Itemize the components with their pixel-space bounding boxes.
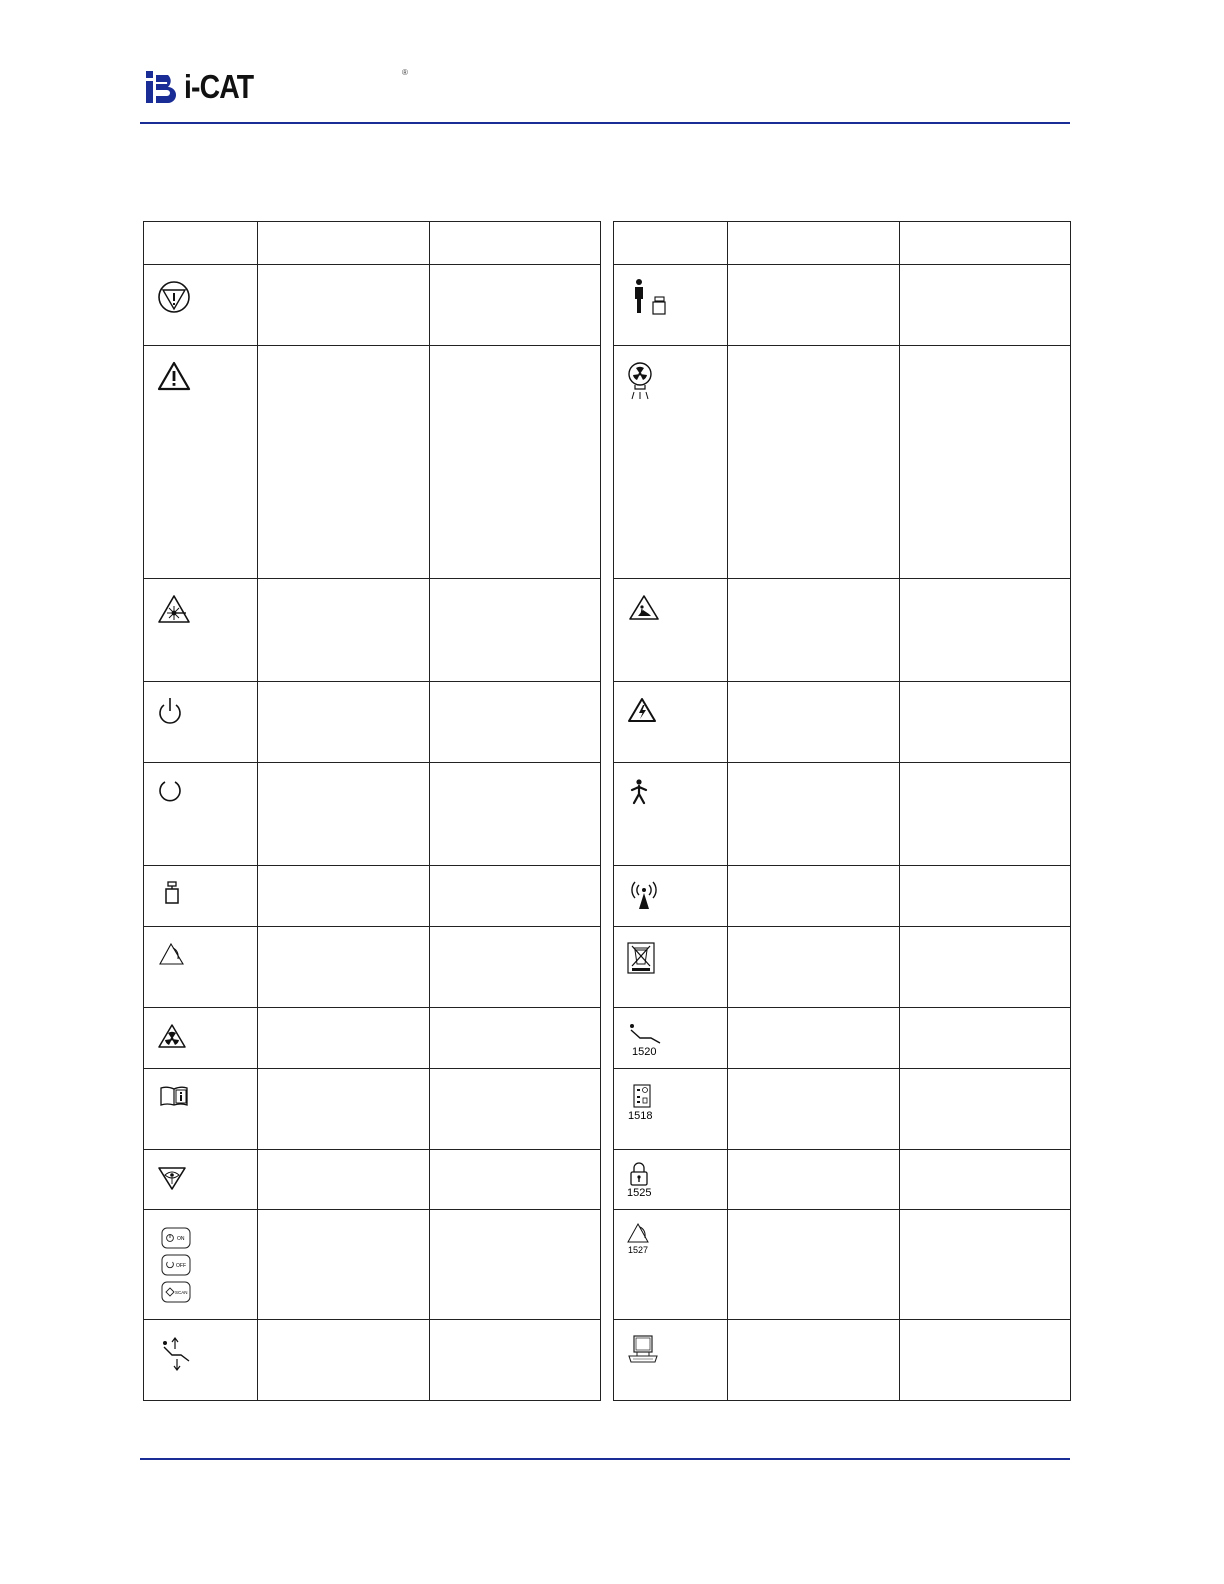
description-cell xyxy=(900,265,1071,346)
meaning-cell xyxy=(728,265,900,346)
table-row xyxy=(614,346,1071,579)
meaning-cell xyxy=(728,1008,900,1069)
column-header xyxy=(900,222,1071,265)
on-off-scan-buttons-icon xyxy=(161,1227,195,1307)
pinch-caution-icon xyxy=(626,1222,660,1256)
meaning-cell xyxy=(728,346,900,579)
meaning-cell xyxy=(728,1320,900,1401)
weight-icon xyxy=(157,881,187,905)
meaning-cell xyxy=(728,682,900,763)
off-button-label: OFF xyxy=(176,1263,186,1269)
symbol-cell xyxy=(144,1008,258,1069)
column-header xyxy=(728,222,900,265)
xray-source-icon xyxy=(627,361,657,401)
lock-icon xyxy=(626,1162,660,1198)
description-cell xyxy=(430,265,601,346)
control-panel-icon xyxy=(627,1084,661,1122)
description-cell xyxy=(900,866,1071,927)
table-row xyxy=(144,1210,601,1320)
symbol-cell xyxy=(144,579,258,682)
table-row xyxy=(144,1320,601,1401)
table-row xyxy=(144,1008,601,1069)
table-row xyxy=(144,346,601,579)
symbols-table-right xyxy=(613,221,1071,1401)
symbol-cell xyxy=(614,1210,728,1320)
table-row xyxy=(614,1320,1071,1401)
type-b-applied-part-icon xyxy=(627,778,653,806)
meaning-cell xyxy=(728,866,900,927)
symbol-cell xyxy=(144,1150,258,1210)
description-cell xyxy=(430,1210,601,1320)
table-row xyxy=(144,682,601,763)
symbol-code: 1518 xyxy=(628,1110,653,1122)
description-cell xyxy=(900,927,1071,1008)
footer-rule xyxy=(140,1458,1070,1460)
description-cell xyxy=(430,1150,601,1210)
description-cell xyxy=(430,927,601,1008)
symbol-code: 1525 xyxy=(627,1187,652,1198)
computer-workstation-icon xyxy=(627,1335,661,1365)
description-cell xyxy=(430,866,601,927)
header-rule xyxy=(140,122,1070,124)
meaning-cell xyxy=(728,927,900,1008)
emergency-stop-icon xyxy=(157,280,191,314)
description-cell xyxy=(430,1008,601,1069)
description-cell xyxy=(900,1008,1071,1069)
brand-logo xyxy=(146,68,408,105)
table-row xyxy=(614,1150,1071,1210)
meaning-cell xyxy=(258,579,430,682)
table-row xyxy=(614,927,1071,1008)
table-row xyxy=(144,1069,601,1150)
meaning-cell xyxy=(258,1320,430,1401)
table-header-row xyxy=(144,222,601,265)
symbol-code: 1527 xyxy=(628,1245,649,1255)
description-cell xyxy=(430,763,601,866)
table-row xyxy=(614,579,1071,682)
symbol-cell xyxy=(614,1150,728,1210)
brand-mark-icon xyxy=(146,71,176,103)
symbol-cell xyxy=(144,763,258,866)
meaning-cell xyxy=(258,763,430,866)
symbol-cell xyxy=(144,1320,258,1401)
symbol-cell xyxy=(144,265,258,346)
symbols-table-left xyxy=(143,221,601,1401)
column-header xyxy=(258,222,430,265)
description-cell xyxy=(900,1320,1071,1401)
description-cell xyxy=(430,1069,601,1150)
table-header-row xyxy=(614,222,1071,265)
read-manual-icon xyxy=(157,1084,191,1108)
meaning-cell xyxy=(258,927,430,1008)
electrical-hazard-icon xyxy=(627,697,657,723)
description-cell xyxy=(430,579,601,682)
laser-warning-icon xyxy=(157,594,191,624)
power-on-icon xyxy=(157,697,183,725)
table-row xyxy=(144,1150,601,1210)
table-row xyxy=(144,927,601,1008)
symbol-cell xyxy=(614,346,728,579)
meaning-cell xyxy=(728,1150,900,1210)
table-row xyxy=(614,1210,1071,1320)
on-button-label: ON xyxy=(177,1236,185,1242)
symbol-cell xyxy=(144,346,258,579)
chair-recline-icon xyxy=(627,1023,667,1059)
description-cell xyxy=(900,579,1071,682)
weee-disposal-icon xyxy=(627,942,657,976)
patient-weight-icon xyxy=(631,279,671,315)
pinch-point-icon xyxy=(157,942,187,966)
description-cell xyxy=(430,1320,601,1401)
meaning-cell xyxy=(728,1210,900,1320)
registered-mark: ® xyxy=(402,68,408,77)
symbol-cell xyxy=(614,866,728,927)
non-ionizing-radiation-icon xyxy=(627,881,661,911)
table-row xyxy=(614,265,1071,346)
meaning-cell xyxy=(258,346,430,579)
symbol-cell xyxy=(144,682,258,763)
meaning-cell xyxy=(258,866,430,927)
logo-text: i-CAT xyxy=(184,68,254,105)
meaning-cell xyxy=(728,579,900,682)
symbol-cell xyxy=(614,927,728,1008)
symbol-cell xyxy=(144,927,258,1008)
column-header xyxy=(614,222,728,265)
description-cell xyxy=(900,346,1071,579)
meaning-cell xyxy=(728,763,900,866)
symbol-cell xyxy=(614,682,728,763)
symbol-cell xyxy=(614,1008,728,1069)
symbol-cell xyxy=(614,579,728,682)
table-row xyxy=(614,1069,1071,1150)
column-header xyxy=(430,222,601,265)
warning-triangle-icon xyxy=(157,361,191,391)
description-cell xyxy=(900,763,1071,866)
description-cell xyxy=(900,1150,1071,1210)
meaning-cell xyxy=(258,682,430,763)
chair-up-down-icon xyxy=(157,1335,191,1373)
description-cell xyxy=(900,1069,1071,1150)
table-row xyxy=(614,866,1071,927)
symbol-cell xyxy=(614,1320,728,1401)
table-row xyxy=(614,1008,1071,1069)
meaning-cell xyxy=(258,1069,430,1150)
symbol-cell xyxy=(614,265,728,346)
symbol-cell xyxy=(144,1069,258,1150)
table-row xyxy=(144,763,601,866)
eye-laser-caution-icon xyxy=(157,1165,187,1191)
meaning-cell xyxy=(258,265,430,346)
symbol-code: 1520 xyxy=(632,1046,657,1058)
symbol-cell xyxy=(614,1069,728,1150)
description-cell xyxy=(430,682,601,763)
table-row xyxy=(614,682,1071,763)
meaning-cell xyxy=(728,1069,900,1150)
meaning-cell xyxy=(258,1150,430,1210)
table-row xyxy=(144,265,601,346)
symbol-cell xyxy=(614,763,728,866)
description-cell xyxy=(430,346,601,579)
table-row xyxy=(614,763,1071,866)
description-cell xyxy=(900,682,1071,763)
column-header xyxy=(144,222,258,265)
meaning-cell xyxy=(258,1008,430,1069)
power-off-icon xyxy=(157,778,183,804)
table-row xyxy=(144,866,601,927)
description-cell xyxy=(900,1210,1071,1320)
meaning-cell xyxy=(258,1210,430,1320)
symbol-cell xyxy=(144,1210,258,1320)
scan-button-label: SCAN xyxy=(175,1290,188,1295)
table-row xyxy=(144,579,601,682)
symbol-cell xyxy=(144,866,258,927)
radiation-warning-icon xyxy=(157,1023,187,1049)
crush-hazard-icon xyxy=(627,594,661,622)
